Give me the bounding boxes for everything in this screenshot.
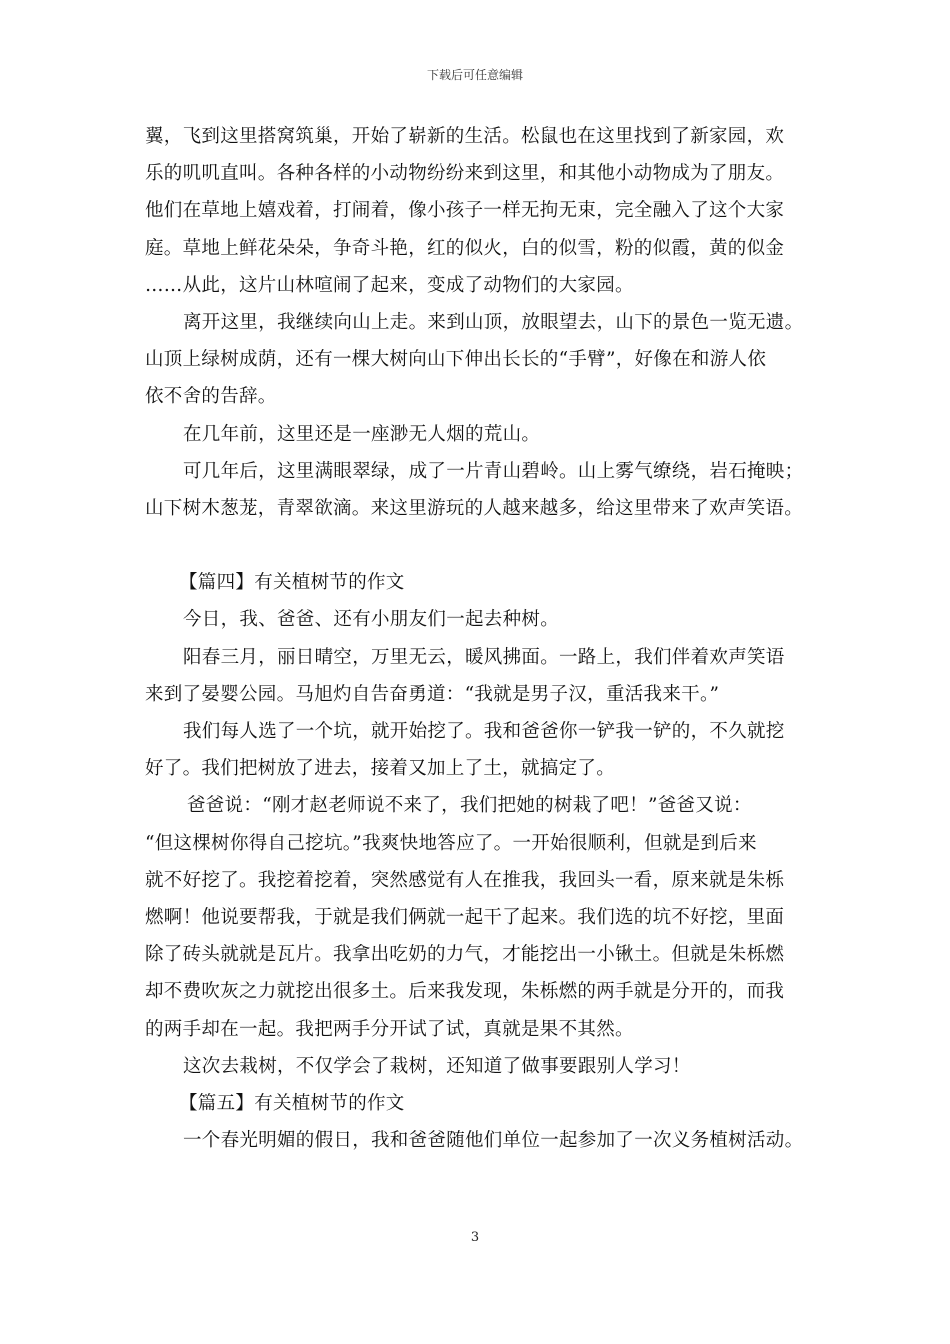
text-line: 他们在草地上嬉戏着，打闹着，像小孩子一样无拘无束，完全融入了这个大家 xyxy=(145,200,785,222)
text-line: 来到了晏婴公园。马旭灼自告奋勇道：“我就是男子汉，重活我来干。” xyxy=(145,683,720,705)
paragraph-start: 阳春三月，丽日晴空，万里无云，暖风拂面。一路上，我们伴着欢声笑语 xyxy=(183,646,785,668)
section-heading: 【篇四】有关植树节的作文 xyxy=(179,572,405,594)
paragraph-start: 可几年后，这里满眼翠绿，成了一片青山碧岭。山上雾气缭绕，岩石掩映； xyxy=(183,460,804,482)
text-line: 庭。草地上鲜花朵朵，争奇斗艳，红的似火，白的似雪，粉的似霞，黄的似金 xyxy=(145,237,785,259)
text-line: 燃啊！他说要帮我，于就是我们俩就一起干了起来。我们选的坑不好挖，里面 xyxy=(145,906,785,928)
page-number: 3 xyxy=(470,1230,480,1245)
text-line: 山顶上绿树成荫，还有一棵大树向山下伸出长长的“手臂”，好像在和游人依 xyxy=(145,349,767,371)
paragraph-start: 这次去栽树，不仅学会了栽树，还知道了做事要跟别人学习！ xyxy=(183,1055,691,1077)
page-header: 下载后可任意编辑 xyxy=(426,68,523,82)
text-line: 除了砖头就就是瓦片。我拿出吃奶的力气，才能挖出一小锹土。但就是朱栎燃 xyxy=(145,944,785,966)
section-heading: 【篇五】有关植树节的作文 xyxy=(179,1092,405,1114)
text-line: 的两手却在一起。我把两手分开试了试，真就是果不其然。 xyxy=(145,1018,634,1040)
text-line: 依不舍的告辞。 xyxy=(145,386,277,408)
paragraph-start: 一个春光明媚的假日，我和爸爸随他们单位一起参加了一次义务植树活动。 xyxy=(183,1130,804,1152)
blank-line xyxy=(145,527,821,564)
paragraph-start: 离开这里，我继续向山上走。来到山顶，放眼望去，山下的景色一览无遗。 xyxy=(183,311,804,333)
text-line: “但这棵树你得自己挖坑。”我爽快地答应了。一开始很顺利，但就是到后来 xyxy=(145,832,757,854)
text-line: 却不费吹灰之力就挖出很多土。后来我发现，朱栎燃的两手就是分开的，而我 xyxy=(145,981,785,1003)
paragraph-start: 在几年前，这里还是一座渺无人烟的荒山。 xyxy=(183,423,541,445)
text-line: 乐的叽叽直叫。各种各样的小动物纷纷来到这里，和其他小动物成为了朋友。 xyxy=(145,163,785,185)
text-line: ……从此，这片山林喧闹了起来，变成了动物们的大家园。 xyxy=(145,274,634,296)
document-body xyxy=(145,118,821,1159)
text-line: 山下树木葱茏，青翠欲滴。来这里游玩的人越来越多，给这里带来了欢声笑语。 xyxy=(145,497,804,519)
paragraph-start: 爸爸说：“刚才赵老师说不来了，我们把她的树栽了吧！”爸爸又说： xyxy=(187,795,752,817)
text-line: 就不好挖了。我挖着挖着，突然感觉有人在推我，我回头一看，原来就是朱栎 xyxy=(145,869,785,891)
text-line: 翼，飞到这里搭窝筑巢，开始了崭新的生活。松鼠也在这里找到了新家园，欢 xyxy=(145,126,785,147)
paragraph-start: 我们每人选了一个坑，就开始挖了。我和爸爸你一铲我一铲的，不久就挖 xyxy=(183,721,785,742)
text-line: 好了。我们把树放了进去，接着又加上了土，就搞定了。 xyxy=(145,758,616,780)
paragraph-start: 今日，我、爸爸、还有小朋友们一起去种树。 xyxy=(183,609,560,631)
